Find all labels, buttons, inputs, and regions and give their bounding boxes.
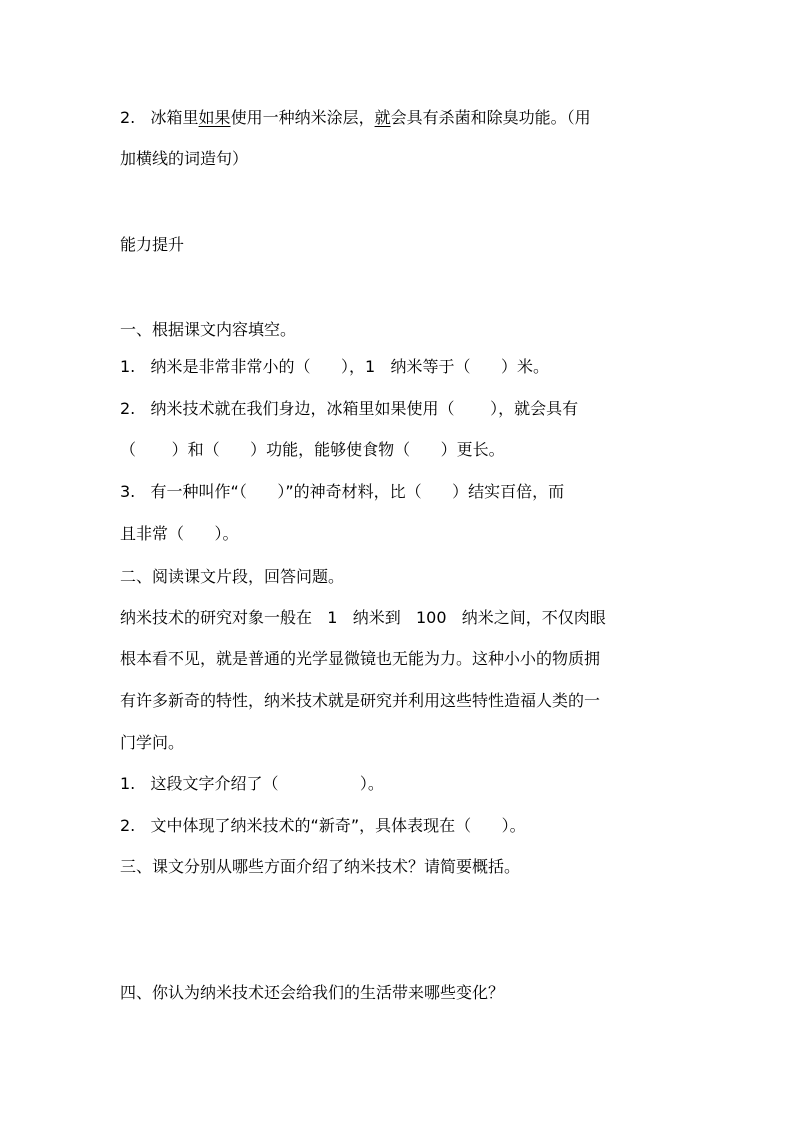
section2-passage-line: 有许多新奇的特性，纳米技术就是研究并利用这些特性造福人类的一 — [120, 691, 601, 710]
section1-item: 3. 有一种叫作“（ ）”的神奇材料，比（ ）结实百倍，而 — [120, 482, 565, 501]
q2-number: 2. — [120, 108, 136, 127]
section1-item: 1. 纳米是非常非常小的（ ），1 纳米等于（ ）米。 — [120, 357, 549, 376]
q2-text-part1: 冰箱里 — [150, 108, 199, 127]
section2-passage-line: 纳米技术的研究对象一般在 1 纳米到 100 纳米之间，不仅肉眼 — [120, 608, 606, 627]
ability-heading: 能力提升 — [120, 235, 185, 254]
section2-passage-line: 根本看不见，就是普通的光学显微镜也无能为力。这种小小的物质拥 — [120, 649, 601, 668]
q2-underlined-word-jiu: 就 — [374, 108, 391, 127]
section2-question: 2. 文中体现了纳米技术的“新奇”，具体表现在（ ）。 — [120, 816, 526, 835]
q2-underlined-word-ruguo: 如果 — [198, 108, 231, 127]
section2-title: 二、阅读课文片段，回答问题。 — [120, 567, 345, 586]
section1-item: 2. 纳米技术就在我们身边，冰箱里如果使用（ ），就会具有 — [120, 399, 579, 418]
q2-text-part2: 使用一种纳米涂层， — [230, 108, 375, 127]
section1-item: 且非常（ ）。 — [120, 524, 239, 543]
q2-text-part3: 会具有杀菌和除臭功能。（用 — [390, 108, 591, 127]
section2-passage-line: 门学问。 — [120, 733, 185, 752]
section1-item: （ ）和（ ）功能，能够使食物（ ）更长。 — [120, 440, 505, 459]
section2-question: 1. 这段文字介绍了（ ）。 — [120, 774, 384, 793]
q2-sentence-line2: 加横线的词造句） — [120, 149, 249, 168]
section4-title: 四、你认为纳米技术还会给我们的生活带来哪些变化？ — [120, 983, 505, 1002]
section3-title: 三、课文分别从哪些方面介绍了纳米技术？请简要概括。 — [120, 857, 521, 876]
section1-title: 一、根据课文内容填空。 — [120, 320, 297, 339]
q2-sentence-line1 — [120, 106, 680, 130]
